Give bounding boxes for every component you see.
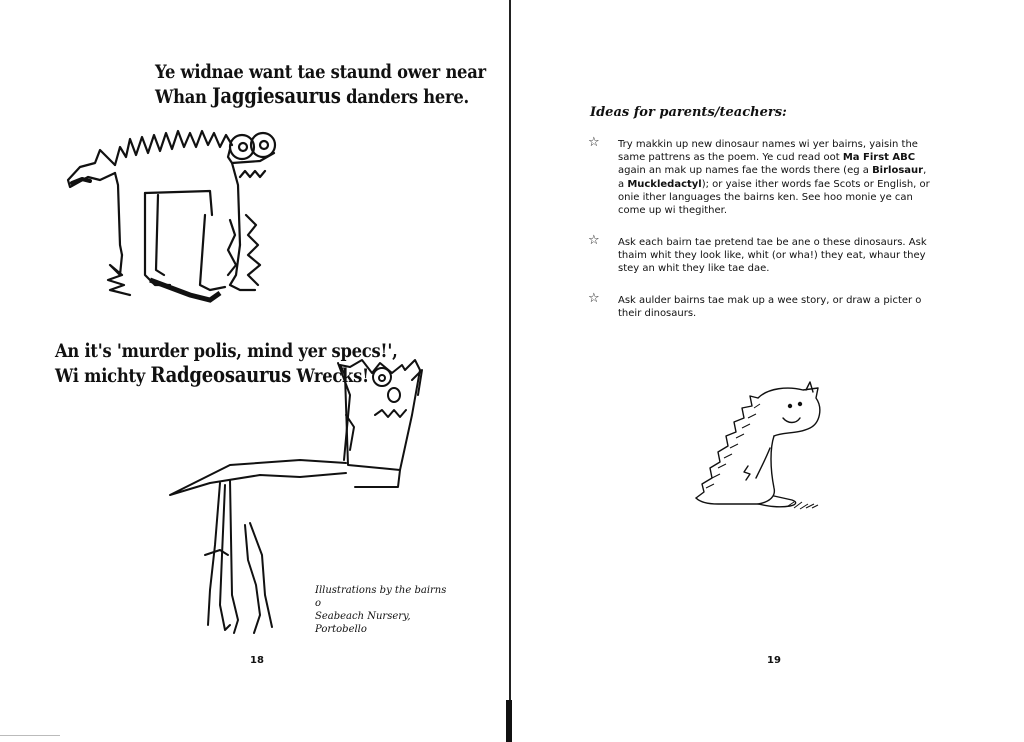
idea-item	[588, 135, 933, 217]
idea-text: Ask aulder bairns tae mak up a wee story, or draw a picter o their dinosaurs.	[618, 295, 922, 320]
dinosaur-name: Jaggiesaurus	[212, 83, 341, 108]
verse-line: Ye widnae want tae staund ower near	[155, 61, 486, 83]
idea-text-part: , a	[618, 165, 927, 190]
star-icon: ☆	[588, 233, 600, 248]
jaggiesaurus-drawing	[60, 125, 290, 310]
verse-jaggiesaurus	[155, 60, 486, 109]
idea-text-part: again an mak up names fae the words there (eg a	[618, 165, 873, 177]
example-name: Muckledactyl	[627, 178, 702, 190]
verse-text: Wi michty	[55, 365, 151, 387]
idea-item	[588, 291, 933, 320]
star-icon: ☆	[588, 135, 600, 150]
credit-line: Seabeach Nursery, Portobello	[315, 611, 411, 635]
idea-text: Ask each bairn tae pretend tae be ane o these dinosaurs. Ask thaim whit they look like, whit (or wha!) they eat, whaur they stey an whit they like tae dae.	[618, 237, 927, 275]
verse-text: danders here.	[340, 86, 469, 108]
verse-line	[155, 84, 486, 109]
verse-text: Wrecks!	[291, 365, 369, 387]
credit-line: Illustrations by the bairns o	[315, 585, 447, 609]
idea-text	[618, 138, 933, 217]
book-title: Ma First ABC	[842, 152, 916, 164]
idea-text-part: ); or yaise ither words fae Scots or English, or onie ither languages the bairns ken. See hoo monie ye can come up wi thegither.	[618, 178, 930, 217]
example-name: Birlosaur	[872, 165, 924, 177]
page-number: 19	[767, 655, 781, 666]
dino-eye	[798, 402, 802, 406]
illustration-credit	[315, 584, 455, 636]
verse-text: Whan	[155, 86, 213, 108]
right-page	[513, 0, 1024, 742]
dino-eye	[788, 404, 792, 408]
ideas-heading: Ideas for parents/teachers:	[590, 105, 787, 120]
cartoon-dinosaur-drawing	[678, 378, 838, 518]
verse-line: An it's 'murder polis, mind yer specs!',	[55, 340, 398, 362]
idea-text-part: Try makkin up new dinosaur names wi yer bairns, yaisin the same pattrens as the poem. Ye cud read oot	[618, 139, 918, 164]
star-icon: ☆	[588, 291, 600, 306]
dinosaur-name: Radgeosaurus	[150, 362, 292, 387]
idea-item	[588, 233, 933, 276]
page-number: 18	[250, 655, 264, 666]
dino-shading	[706, 404, 818, 509]
